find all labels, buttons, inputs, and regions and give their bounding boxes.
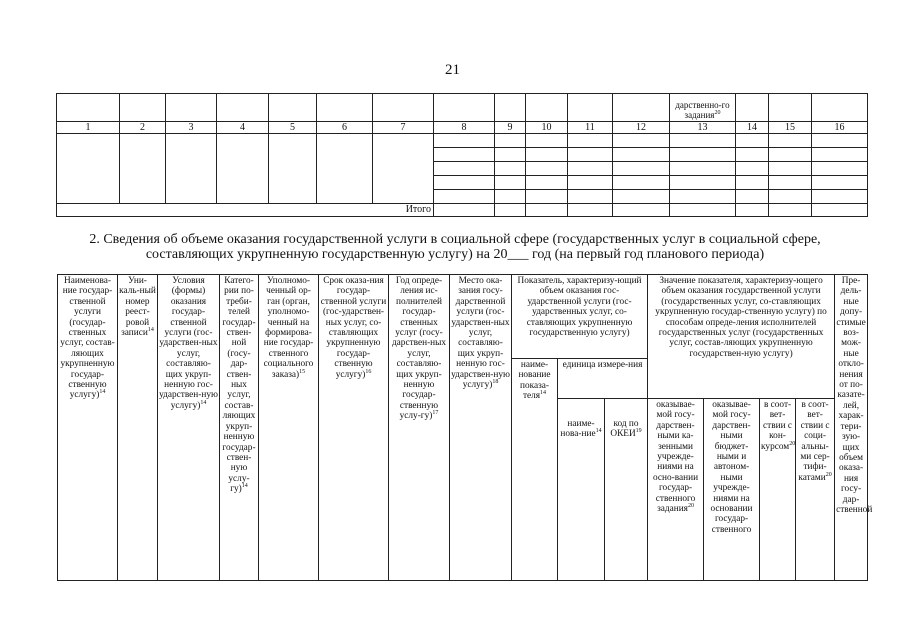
header-okei-code: код по ОКЕИ$^{19}$	[605, 399, 648, 581]
header-authorized-body: Уполномо-ченный ор-ган (орган, уполномо-ченный на формирова-ние государ-ственного социального заказа)$^{15}$	[259, 275, 319, 581]
header-value-group: Значение показателя, характеризу-ющего объем оказания государственной услуги (государственных услуг, со-ставляющих укрупненную государ-ственную услугу) по способам опреде-ления исполнителей государственных услуг (государственных услуг, состав-ляющих укрупненную государствен-ную услугу)	[648, 275, 835, 399]
header-deviations: Пре-дель-ные допу-стимые воз-мож-ные откло-нения от по-казате-лей, харак-тери-зую-щих объем оказа-ния госу-дар-ственной	[835, 275, 868, 581]
header-conditions: Условия (формы) оказания государ-ственной услуги (гос-ударствен-ных услуг, составляю-щих укруп-ненную гос-ударствен-ную услугу)$^{14}$	[158, 275, 220, 581]
header-value-certificate: в соот-вет-ствии с соци-альны-ми сер-тифи-катами$^{20}$	[796, 399, 835, 581]
header-unit-name: наиме-нова-ние$^{14}$	[558, 399, 605, 581]
header-year-executors: Год опреде-ления ис-полнителей государ-ственных услуг (госу-дарствен-ных услуг, составляю-щих укруп-ненную государ-ственную услу-гу)$^{17}$	[389, 275, 450, 581]
header-service-name: Наименова-ние государ-ственной услуги (государ-ственных услуг, состав-ляющих укрупненную государ-ственную услугу)$^{14}$	[58, 275, 118, 581]
total-label: Итого	[57, 204, 434, 217]
page-number: 21	[445, 62, 460, 78]
header-value-contest: в соот-вет-ствии с кон-курсом$^{20}$	[760, 399, 796, 581]
header-value-budget: оказывае-мой госу-дарствен-ными бюджет-ными и автоном-ными учрежде-ниями на основании государ-ственного	[704, 399, 760, 581]
section-heading: 2. Сведения об объеме оказания государственной услуги в социальной сфере (государственных услуг в социальной сфере, составляющих укрупненную государственную услугу) на 20___ год (на первый год планового периода)	[89, 232, 821, 262]
header-indicator-group: Показатель, характеризу-ющий объем оказания гос-ударственной услуги (гос-ударственных услуг, со-ставляющих укрупненную государственную услугу)	[512, 275, 648, 359]
header-registry-number: Уни-каль-ный номер реест-ровой записи$^{14}$	[118, 275, 158, 581]
header-term: Срок оказа-ния государ-ственной услуги (гос-ударствен-ных услуг, со-ставляющих укрупненную государ-ственную услугу)$^{16}$	[319, 275, 389, 581]
upper-table	[56, 93, 868, 217]
header-value-state: оказывае-мой госу-дарствен-ными ка-зенными учрежде-ниями на осно-вании государ-ственного задания$^{20}$	[648, 399, 704, 581]
column-numbers-row: 1 2 3 4 5 6 7 8 9 10 11 12 13 14 15 16	[57, 122, 868, 134]
header-indicator-name: наиме-нование показа-теля$^{14}$	[512, 359, 558, 581]
header-place: Место ока-зания госу-дарственной услуги (гос-ударствен-ных услуг, составляю-щих укруп-ненную гос-ударствен-ную услугу)$^{18}$	[450, 275, 512, 581]
header-categories: Катего-рии по-треби-телей государ-ствен-ной (госу-дар-ствен-ных услуг, состав-ляющих укруп-ненную государ-ствен-ную услу-гу)$^{14}$	[220, 275, 259, 581]
state-assignment-cell: дарственно-го задания$^{20}$	[670, 94, 736, 122]
volume-table	[57, 274, 873, 581]
header-unit-group: единица измере-ния	[558, 359, 648, 399]
